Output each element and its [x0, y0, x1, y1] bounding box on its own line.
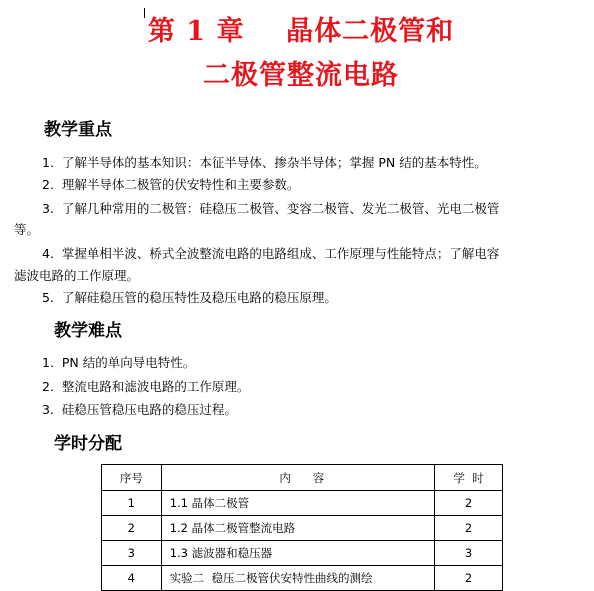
difficulty-item — [42, 352, 195, 374]
item-text: PN 结的单向导电特性。 — [61, 355, 196, 370]
key-points-heading: 教学重点 — [44, 120, 112, 140]
item-text: 了解硅稳压管的稳压特性及稳压电路的稳压原理。 — [61, 290, 337, 305]
cell-hours: 2 — [434, 491, 502, 516]
key-point-item — [42, 174, 299, 196]
cell-number: 3 — [102, 541, 162, 566]
key-point-item-continuation: 滤波电路的工作原理。 — [14, 268, 140, 283]
item-number: 2. — [42, 177, 54, 192]
cell-hours: 3 — [434, 541, 502, 566]
column-header-number: 序号 — [102, 465, 162, 491]
table-header-row — [102, 465, 503, 491]
item-number: 2. — [42, 379, 54, 394]
cell-content: 1.3 滤波器和稳压器 — [161, 541, 434, 566]
key-point-item — [42, 152, 487, 174]
chapter-title-line2: 二极管整流电路 — [203, 60, 399, 91]
table-row — [102, 566, 503, 591]
item-text: 了解几种常用的二极管：硅稳压二极管、变容二极管、发光二极管、光电二极管 — [61, 201, 500, 216]
item-number: 1. — [42, 355, 54, 370]
table-row — [102, 516, 503, 541]
cell-content: 1.1 晶体二极管 — [161, 491, 434, 516]
hours-table — [101, 464, 503, 591]
chapter-title-line1: 第 1 章 晶体二极管和 — [147, 16, 455, 47]
item-text: 理解半导体二极管的伏安特性和主要参数。 — [61, 177, 300, 192]
cell-number: 4 — [102, 566, 162, 591]
cell-hours: 2 — [434, 566, 502, 591]
table-row — [102, 491, 503, 516]
column-header-content: 内 容 — [161, 465, 434, 491]
difficulty-item — [42, 376, 249, 398]
cell-number: 2 — [102, 516, 162, 541]
item-text: 了解半导体的基本知识：本征半导体、掺杂半导体；掌握 PN 结的基本特性。 — [61, 155, 487, 170]
item-number: 3. — [42, 402, 54, 417]
schedule-heading: 学时分配 — [54, 434, 122, 454]
item-number: 1. — [42, 155, 54, 170]
difficulty-item — [42, 399, 237, 421]
column-header-hours: 学 时 — [434, 465, 502, 491]
table-row — [102, 541, 503, 566]
item-text: 掌握单相半波、桥式全波整流电路的电路组成、工作原理与性能特点；了解电容 — [61, 246, 500, 261]
difficulties-heading: 教学难点 — [54, 321, 122, 341]
cell-content: 1.2 晶体二极管整流电路 — [161, 516, 434, 541]
key-point-item — [42, 198, 499, 220]
item-number: 3. — [42, 201, 54, 216]
item-text: 整流电路和滤波电路的工作原理。 — [61, 379, 250, 394]
cell-content: 实验二 稳压二极管伏安特性曲线的测绘 — [161, 566, 434, 591]
item-number: 4. — [42, 246, 54, 261]
item-text: 硅稳压管稳压电路的稳压过程。 — [61, 402, 237, 417]
item-number: 5. — [42, 290, 54, 305]
cell-number: 1 — [102, 491, 162, 516]
key-point-item — [42, 243, 499, 265]
cell-hours: 2 — [434, 516, 502, 541]
key-point-item-continuation: 等。 — [14, 222, 40, 237]
key-point-item — [42, 287, 337, 309]
